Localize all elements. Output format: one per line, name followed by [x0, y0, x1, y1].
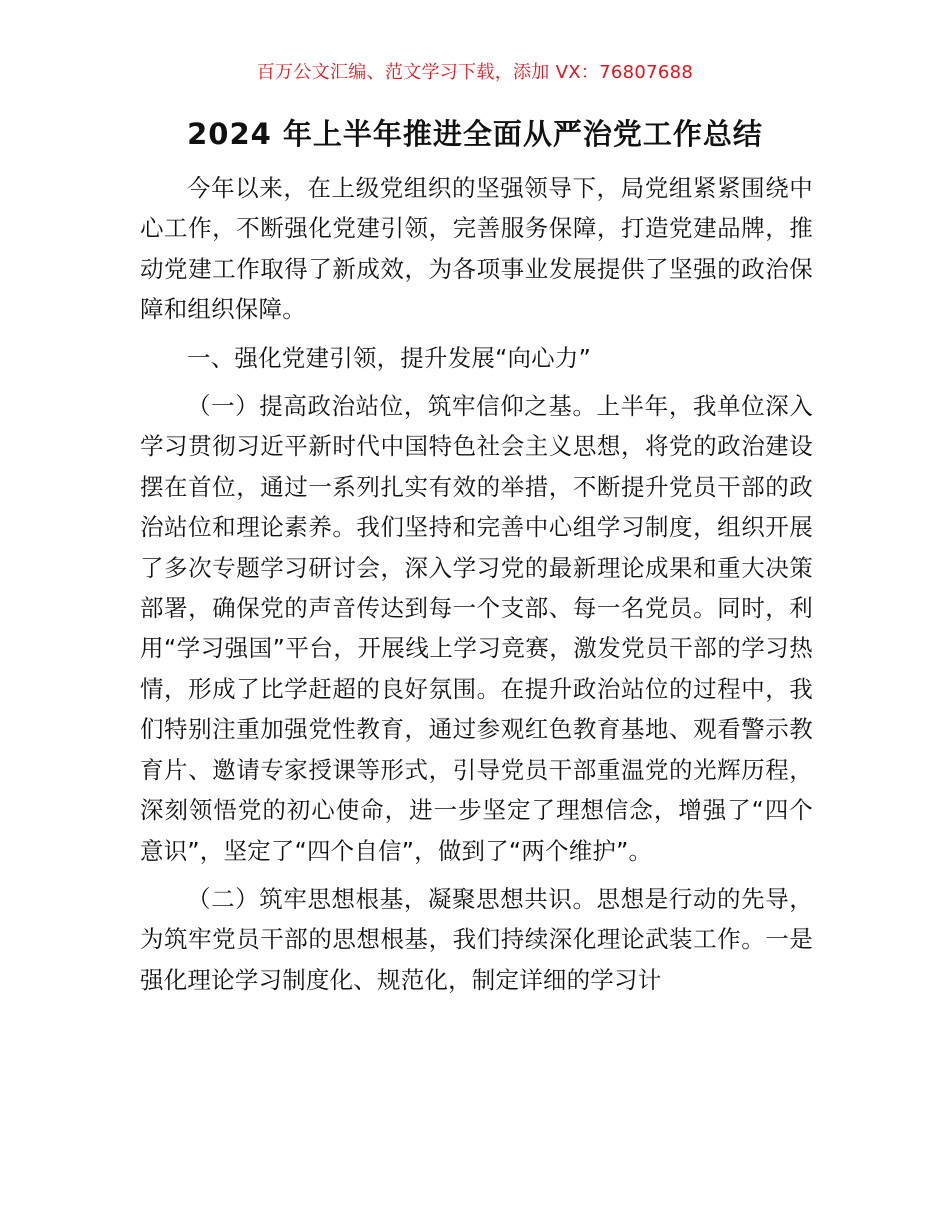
subsection-paragraph-2: （二）筑牢思想根基，凝聚思想共识。思想是行动的先导，为筑牢党员干部的思想根基，我们持续深化理论武装工作。一是强化理论学习制度化、规范化，制定详细的学习计 — [140, 884, 813, 994]
subsection-paragraph-1: （一）提高政治站位，筑牢信仰之基。上半年，我单位深入学习贯彻习近平新时代中国特色社会主义思想，将党的政治建设摆在首位，通过一系列扎实有效的举措，不断提升党员干部的政治站位和理论素养。我们坚持和完善中心组学习制度，组织开展了多次专题学习研讨会，深入学习党的最新理论成果和重大决策部署，确保党的声音传达到每一个支部、每一名党员。同时，利用“学习强国”平台，开展线上学习竞赛，激发党员干部的学习热情，形成了比学赶超的良好氛围。在提升政治站位的过程中，我们特别注重加强党性教育，通过参观红色教育基地、观看警示教育片、邀请专家授课等形式，引导党员干部重温党的光辉历程，深刻领悟党的初心使命，进一步坚定了理想信念，增强了“四个意识”，坚定了“四个自信”，做到了“两个维护”。 — [140, 392, 813, 865]
section-heading-1: 一、强化党建引领，提升发展“向心力” — [187, 343, 591, 372]
intro-paragraph: 今年以来，在上级党组织的坚强领导下，局党组紧紧围绕中心工作，不断强化党建引领，完善服务保障，打造党建品牌，推动党建工作取得了新成效，为各项事业发展提供了坚强的政治保障和组织保障。 — [140, 174, 813, 324]
document-body — [140, 168, 813, 1000]
document-title: 2024 年上半年推进全面从严治党工作总结 — [187, 117, 763, 151]
watermark-header: 百万公文汇编、范文学习下载，添加 VX：76807688 — [256, 62, 694, 83]
